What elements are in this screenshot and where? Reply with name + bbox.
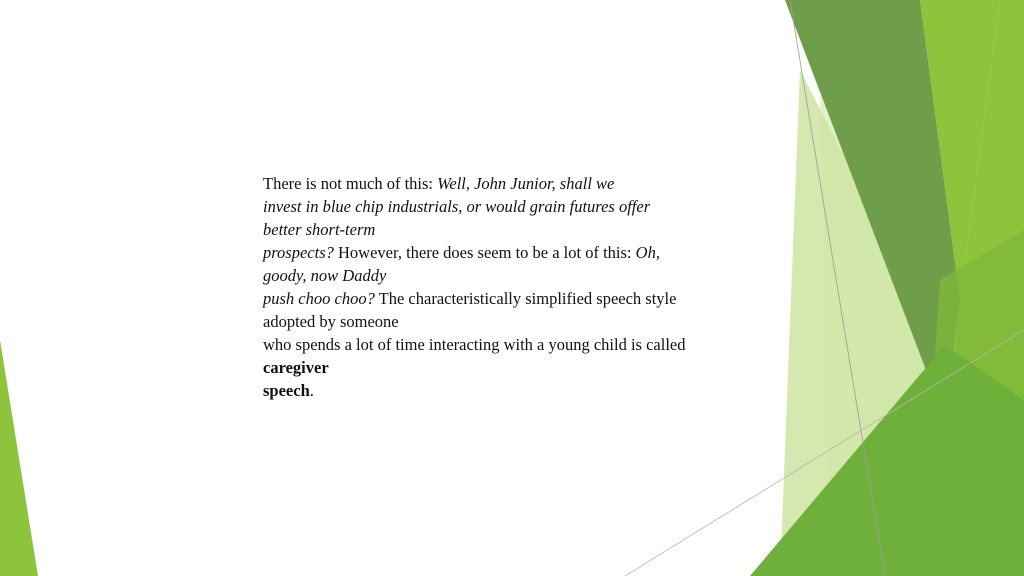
italic-quote: prospects? bbox=[263, 243, 334, 262]
italic-quote: goody, now Daddy bbox=[263, 266, 387, 285]
italic-quote: invest in blue chip industrials, or would grain futures offer bbox=[263, 197, 651, 216]
body-paragraph bbox=[263, 172, 763, 402]
paragraph-line bbox=[263, 379, 763, 402]
left-green-sliver bbox=[0, 340, 38, 576]
bold-term: caregiver bbox=[263, 358, 329, 377]
plain-text: who spends a lot of time interacting with a young child is called bbox=[263, 335, 686, 354]
italic-quote: Oh, bbox=[635, 243, 660, 262]
italic-quote: push choo choo? bbox=[263, 289, 375, 308]
plain-text: adopted by someone bbox=[263, 312, 399, 331]
italic-quote: Well, John Junior, shall we bbox=[437, 174, 615, 193]
paragraph-line bbox=[263, 218, 763, 241]
paragraph-line bbox=[263, 241, 763, 264]
plain-text: There is not much of this: bbox=[263, 174, 438, 193]
paragraph-line bbox=[263, 264, 763, 287]
plain-text: The characteristically simplified speech style bbox=[374, 289, 677, 308]
paragraph-line bbox=[263, 287, 763, 310]
paragraph-line bbox=[263, 172, 763, 195]
italic-quote: better short-term bbox=[263, 220, 376, 239]
paragraph-line bbox=[263, 310, 763, 333]
paragraph-line bbox=[263, 356, 763, 379]
plain-text: . bbox=[309, 381, 314, 400]
bold-term: speech bbox=[263, 381, 310, 400]
plain-text: However, there does seem to be a lot of this: bbox=[333, 243, 636, 262]
paragraph-line bbox=[263, 195, 763, 218]
paragraph-line bbox=[263, 333, 763, 356]
